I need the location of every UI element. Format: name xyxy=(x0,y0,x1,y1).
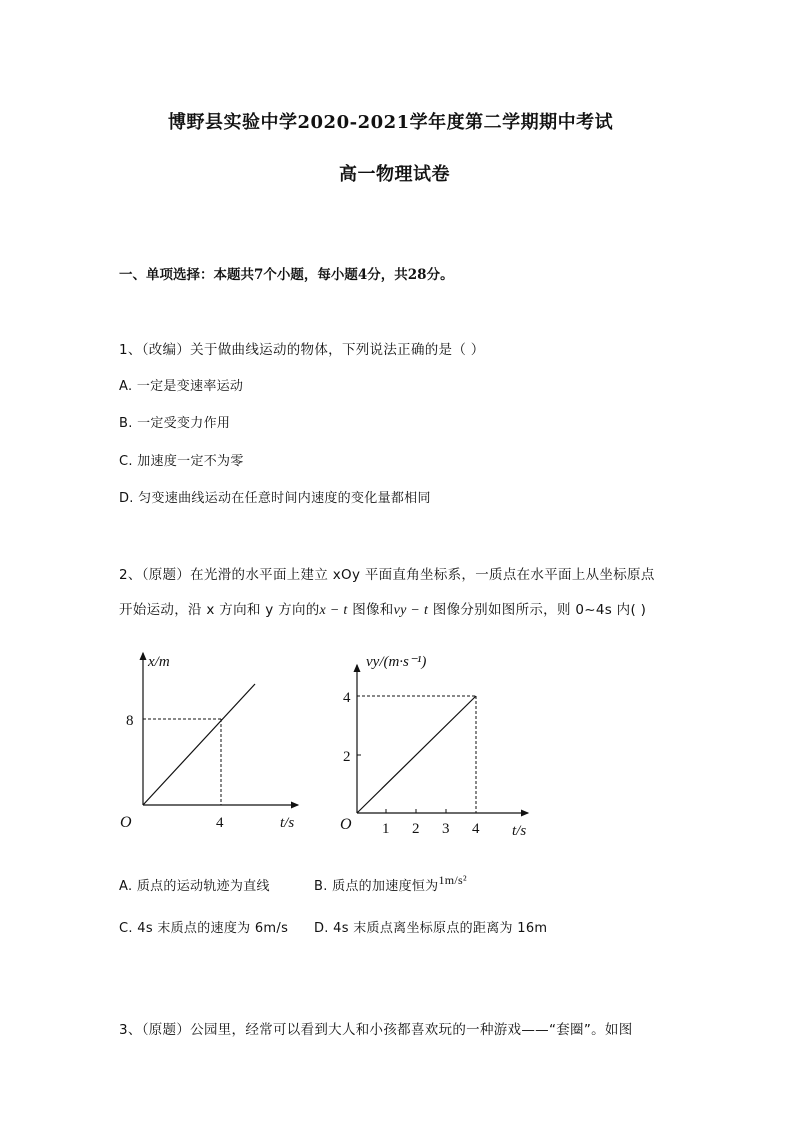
q1-option-a: A. 一定是变速率运动 xyxy=(119,379,244,394)
vyt-xtick-4: 4 xyxy=(472,821,480,837)
xt-xlabel: t/s xyxy=(280,815,295,831)
section-heading: 一、单项选择：本题共7个小题，每小题4分，共28分。 xyxy=(119,267,454,283)
xt-graph xyxy=(110,645,315,840)
xt-ytick-8: 8 xyxy=(126,713,134,729)
q3-stem-line1: 3、（原题）公园里，经常可以看到大人和小孩都喜欢玩的一种游戏——“套圈”。如图 xyxy=(119,1022,633,1038)
q1-stem: 1、（改编）关于做曲线运动的物体，下列说法正确的是（ ） xyxy=(119,342,485,358)
vyt-xtick-2: 2 xyxy=(412,821,420,837)
vyt-ylabel: vy/(m·s⁻¹) xyxy=(366,654,427,670)
q2-stem-line1: 2、（原题）在光滑的水平面上建立 xOy 平面直角坐标系，一质点在水平面上从坐标原点 xyxy=(119,567,655,583)
q2-option-d: D. 4s 末质点离坐标原点的距离为 16m xyxy=(314,921,548,936)
xt-xtick-4: 4 xyxy=(216,815,224,831)
q2-option-c: C. 4s 末质点的速度为 6m/s xyxy=(119,921,289,936)
vyt-xtick-1: 1 xyxy=(382,821,390,837)
vyt-xtick-3: 3 xyxy=(442,821,450,837)
vyt-origin: O xyxy=(340,816,352,833)
vyt-ytick-4: 4 xyxy=(343,690,351,706)
vyt-line xyxy=(357,696,476,813)
vyt-graph xyxy=(330,645,540,840)
q1-option-c: C. 加速度一定不为零 xyxy=(119,454,244,469)
q2-option-b-text: B. 质点的加速度恒为 xyxy=(314,879,439,894)
q2-line2-part-c: 图像分别如图所示，则 0~4s 内( ) xyxy=(428,602,647,618)
xt-ylabel: x/m xyxy=(148,654,170,670)
exam-subtitle: 高一物理试卷 xyxy=(339,164,450,185)
q1-option-d: D. 匀变速曲线运动在任意时间内速度的变化量都相同 xyxy=(119,491,431,506)
q2-option-a: A. 质点的运动轨迹为直线 xyxy=(119,879,270,894)
q2-stem-line2 xyxy=(119,598,646,619)
vyt-xlabel: t/s xyxy=(512,823,527,839)
q2-option-b xyxy=(314,875,467,894)
xt-line xyxy=(143,684,255,805)
vyt-notation: vy − t xyxy=(393,603,429,618)
q2-line2-part-a: 开始运动，沿 x 方向和 y 方向的 xyxy=(119,602,320,618)
exam-title: 博野县实验中学2020-2021学年度第二学期期中考试 xyxy=(168,112,614,133)
xt-origin: O xyxy=(120,814,132,831)
q1-option-b: B. 一定受变力作用 xyxy=(119,416,231,431)
q2-line2-part-b: 图像和 xyxy=(347,602,394,618)
vyt-ytick-2: 2 xyxy=(343,749,351,765)
q2-option-b-unit: 1m/s² xyxy=(438,873,467,887)
xt-notation: x − t xyxy=(319,603,348,618)
